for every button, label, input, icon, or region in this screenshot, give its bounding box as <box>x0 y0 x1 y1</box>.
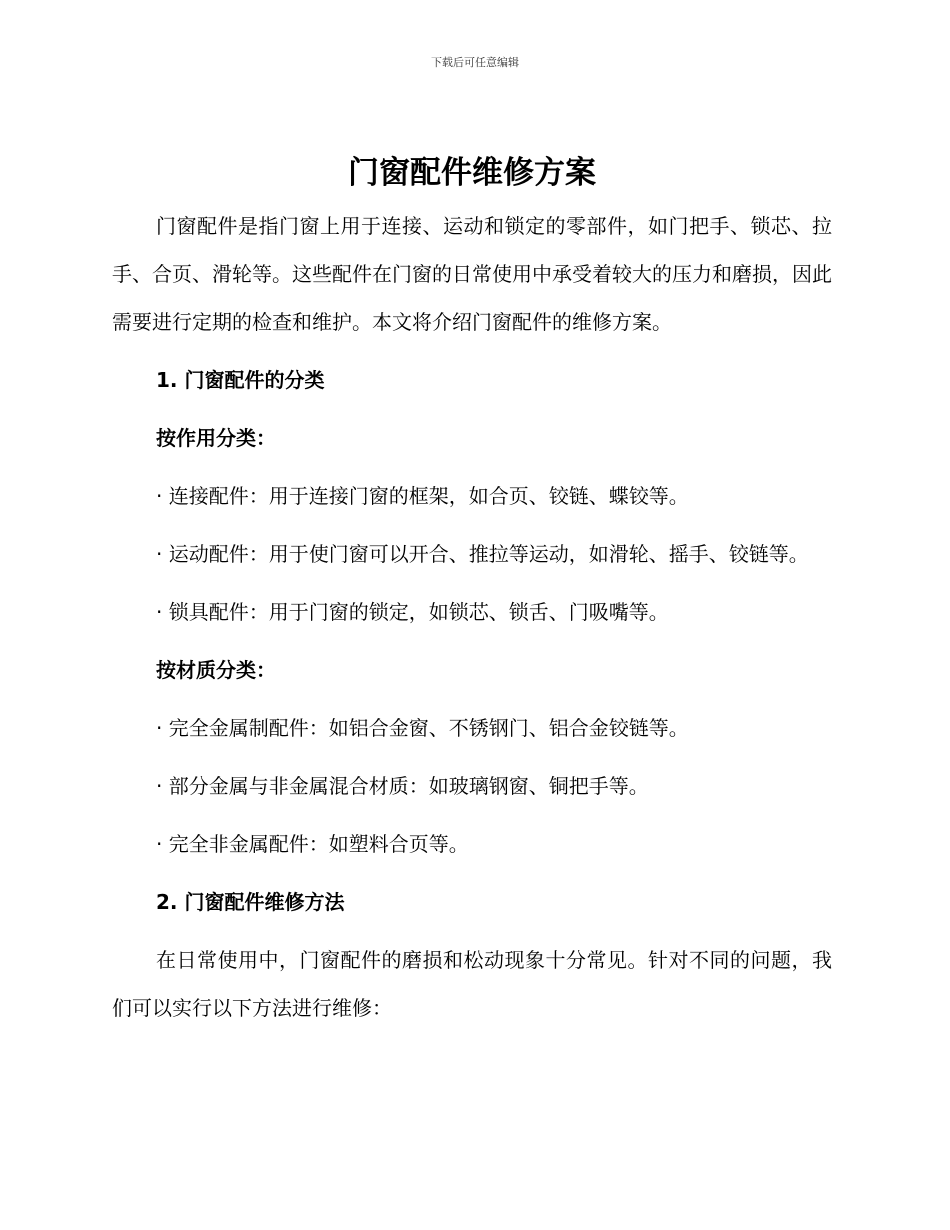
by-function-label: 按作用分类： <box>156 426 276 450</box>
list-item-lock: · 锁具配件：用于门窗的锁定，如锁芯、锁舌、门吸嘴等。 <box>156 600 669 624</box>
list-item-mixed-material: · 部分金属与非金属混合材质：如玻璃钢窗、铜把手等。 <box>156 774 649 798</box>
list-item-connection: · 连接配件：用于连接门窗的框架，如合页、铰链、蝶铰等。 <box>156 484 689 508</box>
section-2-paragraph: 在日常使用中，门窗配件的磨损和松动现象十分常见。针对不同的问题，我们可以实行以下方法进行维修： <box>112 948 832 1020</box>
document-body <box>112 148 832 1032</box>
section-1-heading: 1. 门窗配件的分类 <box>156 368 325 392</box>
by-material-label: 按材质分类： <box>156 658 276 682</box>
list-item-full-metal: · 完全金属制配件：如铝合金窗、不锈钢门、铝合金铰链等。 <box>156 716 689 740</box>
list-item-non-metal: · 完全非金属配件：如塑料合页等。 <box>156 832 469 856</box>
document-title: 门窗配件维修方案 <box>348 155 596 191</box>
section-2-heading: 2. 门窗配件维修方法 <box>156 890 345 914</box>
list-item-motion: · 运动配件：用于使门窗可以开合、推拉等运动，如滑轮、摇手、铰链等。 <box>156 542 809 566</box>
page-header: 下载后可任意编辑 <box>431 56 519 69</box>
intro-paragraph: 门窗配件是指门窗上用于连接、运动和锁定的零部件，如门把手、锁芯、拉手、合页、滑轮等。这些配件在门窗的日常使用中承受着较大的压力和磨损，因此需要进行定期的检查和维护。本文将介绍门窗配件的维修方案。 <box>112 214 832 334</box>
